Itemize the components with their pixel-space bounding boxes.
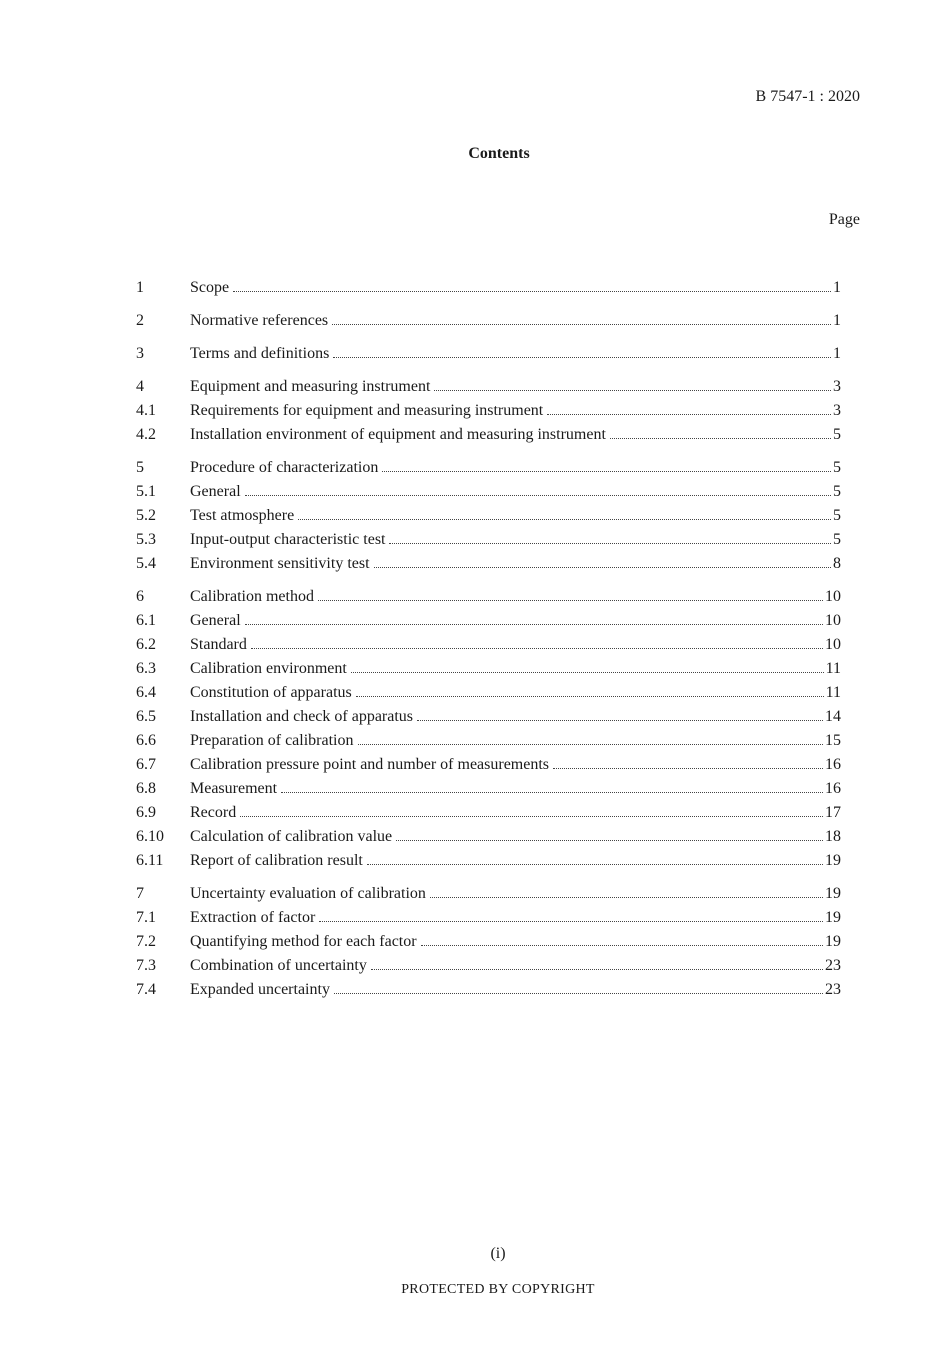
toc-entry-number: 4.1 [136, 402, 156, 419]
toc-entry-title: Standard [190, 636, 247, 653]
toc-entry-page: 1 [833, 345, 841, 362]
toc-entry-title: Requirements for equipment and measuring instrument [190, 402, 544, 419]
dot-leader [434, 390, 831, 391]
toc-entry-number: 1 [136, 279, 144, 296]
toc-entry-page: 19 [825, 852, 841, 869]
toc-entry-number: 7.4 [136, 981, 156, 998]
toc-entry-title: Combination of uncertainty [190, 957, 367, 974]
toc-entry[interactable] [136, 481, 841, 505]
toc-entry-page: 5 [833, 459, 841, 476]
toc-entry-number: 5.3 [136, 531, 156, 548]
dot-leader [417, 720, 823, 721]
toc-entry-number: 7.2 [136, 933, 156, 950]
toc-entry-page: 3 [833, 402, 841, 419]
toc-entry-number: 6.7 [136, 756, 156, 773]
toc-entry-number: 7.3 [136, 957, 156, 974]
toc-entry[interactable] [136, 778, 841, 802]
toc-entry-title: General [190, 483, 241, 500]
dot-leader [319, 921, 823, 922]
table-of-contents [136, 277, 841, 1003]
toc-entry[interactable] [136, 505, 841, 529]
dot-leader [245, 495, 831, 496]
toc-entry[interactable] [136, 802, 841, 826]
toc-entry-page: 1 [833, 279, 841, 296]
toc-entry-title: Expanded uncertainty [190, 981, 330, 998]
dot-leader [371, 969, 823, 970]
toc-entry-page: 1 [833, 312, 841, 329]
toc-entry-title: Terms and definitions [190, 345, 330, 362]
toc-entry-title: Calibration pressure point and number of measurements [190, 756, 550, 773]
toc-entry-number: 7.1 [136, 909, 156, 926]
toc-entry[interactable] [136, 979, 841, 1003]
toc-entry-title: Preparation of calibration [190, 732, 354, 749]
toc-entry[interactable] [136, 529, 841, 553]
dot-leader [374, 567, 831, 568]
copyright-notice: PROTECTED BY COPYRIGHT [401, 1282, 595, 1297]
toc-entry-page: 10 [825, 588, 841, 605]
dot-leader [334, 993, 823, 994]
toc-entry-page: 3 [833, 378, 841, 395]
toc-entry-title: Normative references [190, 312, 329, 329]
toc-entry-page: 23 [825, 981, 841, 998]
toc-entry[interactable] [136, 706, 841, 730]
toc-entry-number: 5.4 [136, 555, 156, 572]
toc-entry-page: 5 [833, 426, 841, 443]
toc-entry-page: 18 [825, 828, 841, 845]
toc-entry[interactable] [136, 883, 841, 907]
toc-entry-title: Environment sensitivity test [190, 555, 370, 572]
toc-entry[interactable] [136, 682, 841, 706]
toc-entry-title: Calibration environment [190, 660, 347, 677]
dot-leader [332, 324, 831, 325]
dot-leader [233, 291, 831, 292]
dot-leader [298, 519, 831, 520]
toc-entry-page: 17 [825, 804, 841, 821]
toc-entry-number: 5.2 [136, 507, 156, 524]
dot-leader [351, 672, 824, 673]
footer-page-number: (i) [490, 1245, 506, 1262]
toc-entry-page: 19 [825, 885, 841, 902]
toc-entry-number: 6.8 [136, 780, 156, 797]
toc-entry-page: 10 [825, 636, 841, 653]
dot-leader [421, 945, 823, 946]
toc-entry-title: Installation and check of apparatus [190, 708, 414, 725]
dot-leader [281, 792, 823, 793]
toc-entry[interactable] [136, 376, 841, 400]
dot-leader [610, 438, 831, 439]
toc-entry-title: Record [190, 804, 237, 821]
toc-entry[interactable] [136, 907, 841, 931]
toc-entry-number: 6.10 [136, 828, 164, 845]
toc-entry[interactable] [136, 931, 841, 955]
toc-entry-page: 8 [833, 555, 841, 572]
toc-entry-title: Report of calibration result [190, 852, 363, 869]
toc-entry[interactable] [136, 730, 841, 754]
toc-entry-page: 15 [825, 732, 841, 749]
toc-entry[interactable] [136, 658, 841, 682]
toc-entry-title: Scope [190, 279, 230, 296]
toc-entry[interactable] [136, 277, 841, 301]
dot-leader [430, 897, 823, 898]
dot-leader [553, 768, 823, 769]
toc-entry-page: 19 [825, 909, 841, 926]
toc-entry[interactable] [136, 634, 841, 658]
toc-entry-number: 6.3 [136, 660, 156, 677]
toc-entry-title: Equipment and measuring instrument [190, 378, 431, 395]
toc-entry-page: 5 [833, 507, 841, 524]
toc-entry-number: 5 [136, 459, 144, 476]
dot-leader [245, 624, 823, 625]
dot-leader [333, 357, 831, 358]
dot-leader [382, 471, 831, 472]
toc-entry-title: Procedure of characterization [190, 459, 379, 476]
toc-entry-page: 5 [833, 531, 841, 548]
toc-entry-number: 6.4 [136, 684, 156, 701]
toc-entry-number: 4 [136, 378, 144, 395]
toc-entry-page: 23 [825, 957, 841, 974]
toc-entry-title: Test atmosphere [190, 507, 295, 524]
dot-leader [547, 414, 831, 415]
toc-entry[interactable] [136, 850, 841, 874]
dot-leader [251, 648, 823, 649]
toc-entry-page: 16 [825, 756, 841, 773]
toc-entry[interactable] [136, 754, 841, 778]
toc-entry-number: 4.2 [136, 426, 156, 443]
toc-entry[interactable] [136, 955, 841, 979]
toc-entry-page: 10 [825, 612, 841, 629]
dot-leader [389, 543, 831, 544]
toc-entry-number: 6.2 [136, 636, 156, 653]
toc-entry-title: Quantifying method for each factor [190, 933, 417, 950]
toc-entry[interactable] [136, 457, 841, 481]
toc-entry-number: 2 [136, 312, 144, 329]
dot-leader [367, 864, 823, 865]
toc-entry[interactable] [136, 826, 841, 850]
toc-entry-title: Measurement [190, 780, 278, 797]
toc-entry-number: 3 [136, 345, 144, 362]
standard-id: B 7547-1 : 2020 [755, 88, 860, 105]
toc-entry-number: 5.1 [136, 483, 156, 500]
toc-entry-page: 16 [825, 780, 841, 797]
toc-entry-page: 11 [825, 684, 841, 701]
toc-entry-title: Constitution of apparatus [190, 684, 352, 701]
toc-entry-number: 6.9 [136, 804, 156, 821]
page-column-label: Page [828, 211, 860, 228]
toc-entry[interactable] [136, 610, 841, 634]
dot-leader [240, 816, 823, 817]
dot-leader [396, 840, 823, 841]
toc-entry[interactable] [136, 424, 841, 448]
toc-entry-title: Uncertainty evaluation of calibration [190, 885, 426, 902]
toc-entry-number: 6.5 [136, 708, 156, 725]
toc-entry[interactable] [136, 553, 841, 577]
toc-entry-title: Installation environment of equipment and measuring instrument [190, 426, 606, 443]
toc-entry-number: 6.1 [136, 612, 156, 629]
toc-entry-title: Calculation of calibration value [190, 828, 393, 845]
toc-entry-title: Calibration method [190, 588, 314, 605]
toc-entry[interactable] [136, 343, 841, 367]
page-title: Contents [468, 145, 530, 162]
toc-entry[interactable] [136, 586, 841, 610]
toc-entry-page: 19 [825, 933, 841, 950]
toc-entry-number: 6.11 [136, 852, 164, 869]
toc-entry-page: 5 [833, 483, 841, 500]
toc-entry-title: Input-output characteristic test [190, 531, 386, 548]
toc-entry-number: 6.6 [136, 732, 156, 749]
dot-leader [358, 744, 824, 745]
toc-entry-title: Extraction of factor [190, 909, 316, 926]
dot-leader [318, 600, 823, 601]
toc-entry[interactable] [136, 400, 841, 424]
dot-leader [356, 696, 824, 697]
toc-entry-page: 14 [825, 708, 841, 725]
toc-entry-number: 7 [136, 885, 144, 902]
toc-entry-number: 6 [136, 588, 144, 605]
toc-entry[interactable] [136, 310, 841, 334]
toc-entry-title: General [190, 612, 241, 629]
toc-entry-page: 11 [825, 660, 841, 677]
